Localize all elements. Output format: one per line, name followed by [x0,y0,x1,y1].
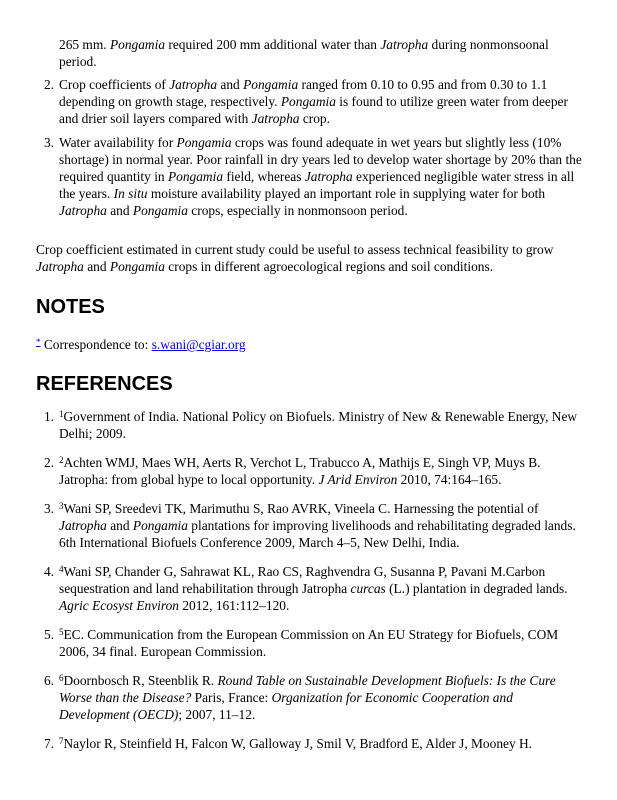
list-number: 7. [43,736,54,751]
text-segment: and [217,77,244,92]
notes-heading: NOTES [36,296,105,318]
species-name: Jatropha [59,518,107,533]
list-number: 2. [43,77,54,92]
species-name: Pongamia [176,135,232,150]
reference-text: and [106,518,133,533]
reference-text: EC. Communication from the European Commission on An EU Strategy for Biofuels, COM 2006, 34 final. European Commission. [59,627,559,659]
reference-item [36,408,586,442]
reference-superscript: 6 [59,673,64,683]
species-name: Pongamia [109,259,165,274]
reference-text: Naylor R, Steinfield H, Falcon W, Galloway J, Smil V, Bradford E, Alder J, Mooney H. [63,736,533,751]
text-segment: experienced negligible water stress in all the years. [59,169,575,201]
correspondence-note [36,334,246,353]
reference-text: 2010, 74:164–165. [397,472,502,487]
reference-text: Wani SP, Sreedevi TK, Marimuthu S, Rao AVRK, Vineela C. Harnessing the potential of [63,501,539,516]
reference-item [36,626,586,660]
text-segment: and [106,203,133,218]
reference-superscript: 3 [59,501,64,511]
list-number: 4. [43,564,54,579]
species-name: Jatropha [380,37,429,52]
text-segment: is found to utilize green water from deeper and drier soil layers compared with [59,94,568,126]
reference-text: Paris, France: [191,690,272,705]
text-segment: Water availability for [59,135,177,150]
publisher-name: Organization for Economic Cooperation and Development (OECD) [59,690,513,722]
species-name: Pongamia [280,94,336,109]
finding-item [36,76,586,127]
reference-superscript: 5 [59,627,64,637]
references-heading: REFERENCES [36,373,173,395]
list-number: 1. [43,409,54,424]
reference-text: ; 2007, 11–12. [178,707,256,722]
conclusion-paragraph [36,241,586,275]
species-name: Jatropha [36,259,84,274]
list-number: 3. [43,135,54,150]
species-name: Jatropha [59,203,107,218]
reference-text: 2012, 161:112–120. [179,598,290,613]
continuation-text [59,36,589,70]
species-name: Jatropha [251,111,300,126]
reference-superscript: 7 [59,736,64,746]
text-segment: and [83,259,110,274]
reference-superscript: 2 [59,455,64,465]
text-segment: crops was found adequate in wet years but slightly less (10% shortage) in normal year. Poor rainfall in dry years led to develop water shortage by 20% than the required quantity in [59,135,582,184]
reference-text: (L.) plantation in degraded lands. [385,581,568,596]
reference-superscript: 4 [59,564,64,574]
list-number: 3. [43,501,54,516]
reference-superscript: 1 [59,409,64,419]
text-segment: crops in different agroecological regions and soil conditions. [164,259,494,274]
reference-item [36,563,586,614]
reference-text: Government of India. National Policy on Biofuels. Ministry of New & Renewable Energy, New Delhi; 2009. [59,409,578,441]
text-segment: Crop coefficients of [59,77,170,92]
text-segment: moisture availability played an important role in supplying water for both [147,186,546,201]
reference-text: Achten WMJ, Maes WH, Aerts R, Verchot L, Trabucco A, Mathijs E, Singh VP, Muys B. Jatropha: from global hype to local opportunity. [59,455,541,487]
reference-item [36,735,586,752]
latin-phrase: In situ [113,186,148,201]
text-segment: Crop coefficient estimated in current study could be useful to assess technical feasibility to grow [36,242,554,257]
reference-text: Wani SP, Chander G, Sahrawat KL, Rao CS, Raghvendra G, Susanna P, Pavani M.Carbon sequestration and land rehabilitation through Jatropha [59,564,546,596]
text-segment: field, whereas [223,169,305,184]
text-segment: 265 mm. [59,37,110,52]
text-segment: crop. [299,111,330,126]
reference-item [36,500,586,551]
reference-item [36,672,586,723]
text-segment: during nonmonsoonal period. [59,37,549,69]
text-segment: crops, especially in nonmonsoon period. [187,203,408,218]
list-number: 5. [43,627,54,642]
reference-text: plantations for improving livelihoods and rehabilitating degraded lands. 6th International Biofuels Conference 2009, March 4–5, New Delhi, India. [59,518,576,550]
list-number: 6. [43,673,54,688]
species-name: Pongamia [132,203,188,218]
footnote-marker-link[interactable]: * [36,337,41,347]
species-name: curcas [350,581,386,596]
species-name: Pongamia [132,518,188,533]
journal-name: Agric Ecosyst Environ [59,598,179,613]
findings-list [36,76,586,226]
text-segment: ranged from 0.10 to 0.95 and from 0.30 to 1.1 depending on growth stage, respectively. [59,77,548,109]
list-number: 2. [43,455,54,470]
reference-item [36,454,586,488]
species-name: Pongamia [109,37,166,52]
book-title: Round Table on Sustainable Development Biofuels: Is the Cure Worse than the Disease? [59,673,556,705]
species-name: Jatropha [169,77,218,92]
journal-name: J Arid Environ [318,472,398,487]
references-list [36,408,586,764]
species-name: Pongamia [167,169,224,184]
email-link[interactable]: s.wani@cgiar.org [151,337,246,352]
reference-text: Doornbosch R, Steenblik R. [63,673,218,688]
species-name: Jatropha [304,169,353,184]
finding-item [36,134,586,219]
species-name: Pongamia [243,77,299,92]
text-segment: required 200 mm additional water than [165,37,381,52]
note-text: Correspondence to: [40,337,152,352]
